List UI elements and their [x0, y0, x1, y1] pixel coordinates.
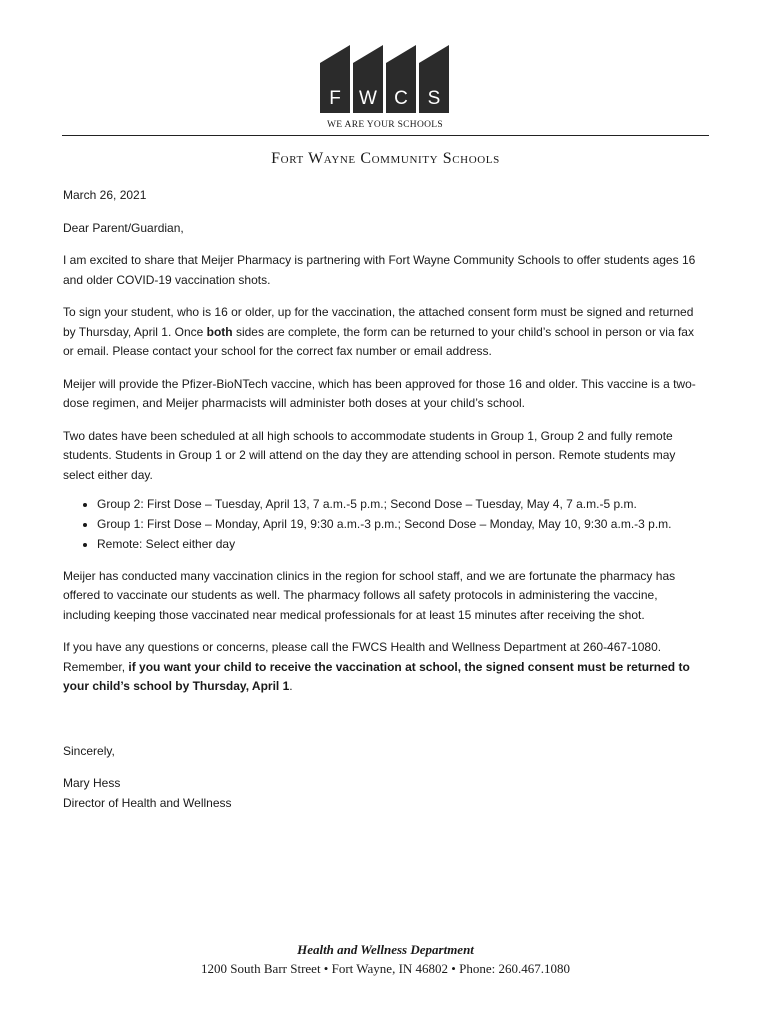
letter-date: March 26, 2021: [63, 188, 147, 202]
paragraph-consent-text-1: To sign your student, who is 16 or older, up for the vaccination, the attached consent form must be signed and returned by Thursday, April 1. Once: [63, 305, 694, 339]
footer-department: Health and Wellness Department: [297, 942, 474, 957]
paragraph-consent-text-2: sides are complete, the form can be returned to your child’s school in person or via fax or email. Please contact your school for the correct fax number or email address.: [63, 324, 694, 358]
list-item: • Remote: Select either day: [97, 535, 707, 555]
paragraph-contact-end: .: [289, 679, 293, 694]
paragraph-contact-emphasis: if you want your child to receive the vaccination at school, the signed consent must be returned to your child’s school by Thursday, April 1: [63, 659, 690, 694]
organization-name: Fort Wayne Community Schools: [271, 150, 500, 167]
paragraph-safety: Meijer has conducted many vaccination clinics in the region for school staff, and we are fortunate the pharmacy has offered to vaccinate our students as well. The pharmacy follows all safety protocols in administering the vaccine, including keeping those vaccinated near medical professionals for at least 15 minutes after receiving the shot.: [63, 568, 676, 622]
logo-letter-w: W: [359, 88, 377, 109]
signer-block: [63, 774, 707, 813]
logo-letter-f: F: [329, 88, 341, 109]
paragraph-consent-emphasis: both: [206, 324, 233, 339]
paragraph-consent: [63, 303, 707, 362]
list-item: • Group 2: First Dose – Tuesday, April 13, 7 a.m.-5 p.m.; Second Dose – Tuesday, May 4, 7 a.m.-5 p.m.: [97, 495, 707, 515]
logo-letter-c: C: [394, 88, 408, 109]
schedule-list: [63, 495, 707, 555]
header-divider: [62, 135, 709, 136]
letter-body: [63, 186, 707, 813]
fwcs-logo: [320, 45, 452, 119]
letter-closing: Sincerely,: [63, 743, 115, 758]
logo-tagline: WE ARE YOUR SCHOOLS: [327, 120, 443, 130]
paragraph-vaccine: Meijer will provide the Pfizer-BioNTech vaccine, which has been approved for those 16 and older. This vaccine is a two-dose regimen, and Meijer pharmacists will administer both doses at your child’s school.: [63, 376, 696, 410]
footer-address: 1200 South Barr Street • Fort Wayne, IN 46802 • Phone: 260.467.1080: [201, 961, 570, 976]
paragraph-contact: [63, 638, 707, 697]
signer-title: Director of Health and Wellness: [63, 795, 232, 810]
logo-letter-s: S: [427, 88, 441, 109]
paragraph-schedule: Two dates have been scheduled at all high schools to accommodate students in Group 1, Group 2 and fully remote students. Students in Group 1 or 2 will attend on the day they are attending school in person. Remote students may select either day.: [63, 428, 676, 482]
paragraph-intro: I am excited to share that Meijer Pharmacy is partnering with Fort Wayne Community Schools to offer students ages 16 and older COVID-19 vaccination shots.: [63, 253, 696, 287]
page-footer: [62, 941, 709, 979]
paragraph-contact-text: If you have any questions or concerns, please call the FWCS Health and Wellness Department at 260-467-1080. Remember,: [63, 640, 662, 674]
signer-name: Mary Hess: [63, 776, 121, 791]
list-item: • Group 1: First Dose – Monday, April 19, 9:30 a.m.-3 p.m.; Second Dose – Monday, May 10, 9:30 a.m.-3 p.m.: [97, 515, 707, 535]
signature-spacer: [63, 710, 707, 742]
letter-greeting: Dear Parent/Guardian,: [63, 220, 184, 235]
fwcs-logo-mark: [320, 45, 452, 119]
